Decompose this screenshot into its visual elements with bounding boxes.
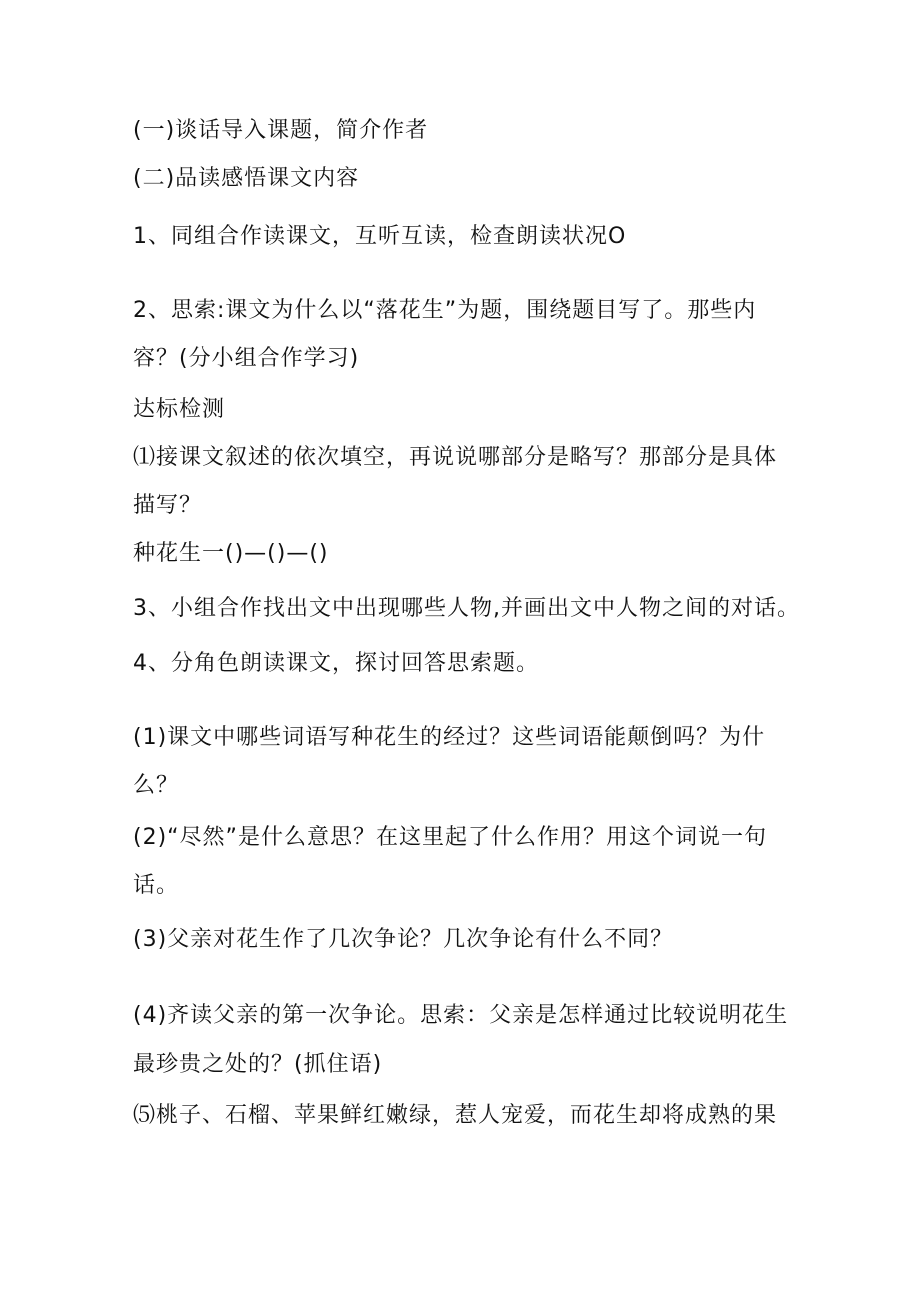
question-1-cont: 么？: [133, 773, 180, 798]
step-2-text-cont: 容？(分小组合作学习): [133, 346, 360, 371]
fill-blank-line: 种花生一()—()—(): [133, 541, 329, 566]
step-3-text: 3、小组合作找出文中出现哪些人物,并画出文中人物之间的对话。: [133, 596, 800, 621]
question-2: (2)“尽然”是什么意思？在这里起了什么作用？用这个词说一句: [133, 825, 767, 850]
question-1: (1)课文中哪些词语写种花生的经过？这些词语能颠倒吗？为什: [133, 725, 766, 750]
step-2-text: 2、思索:课文为什么以“落花生”为题，围绕题目写了。那些内: [133, 298, 757, 323]
question-4: (4)齐读父亲的第一次争论。思索：父亲是怎样通过比较说明花生: [133, 1003, 789, 1028]
question-2-cont: 话。: [133, 873, 180, 898]
assessment-item-1-cont: 描写？: [133, 493, 203, 518]
question-5: ⑸桃子、石榴、苹果鲜红嫩绿，惹人宠爱，而花生却将成熟的果: [133, 1103, 778, 1128]
question-3: (3)父亲对花生作了几次争论？几次争论有什么不同？: [133, 927, 674, 952]
section-heading-reading: (二)品读感悟课文内容: [133, 166, 360, 191]
step-4-text: 4、分角色朗读课文，探讨回答思索题。: [133, 651, 539, 676]
assessment-item-1: ⑴接课文叙述的依次填空，再说说哪部分是略写？那部分是具体: [133, 445, 778, 470]
question-4-cont: 最珍贵之处的？(抓住语): [133, 1052, 383, 1077]
section-heading-intro: (一)谈话导入课题，简介作者: [133, 118, 429, 143]
assessment-heading: 达标检测: [133, 397, 226, 422]
step-1-text: 1、同组合作读课文，互听互读，检查朗读状况O: [133, 224, 627, 249]
